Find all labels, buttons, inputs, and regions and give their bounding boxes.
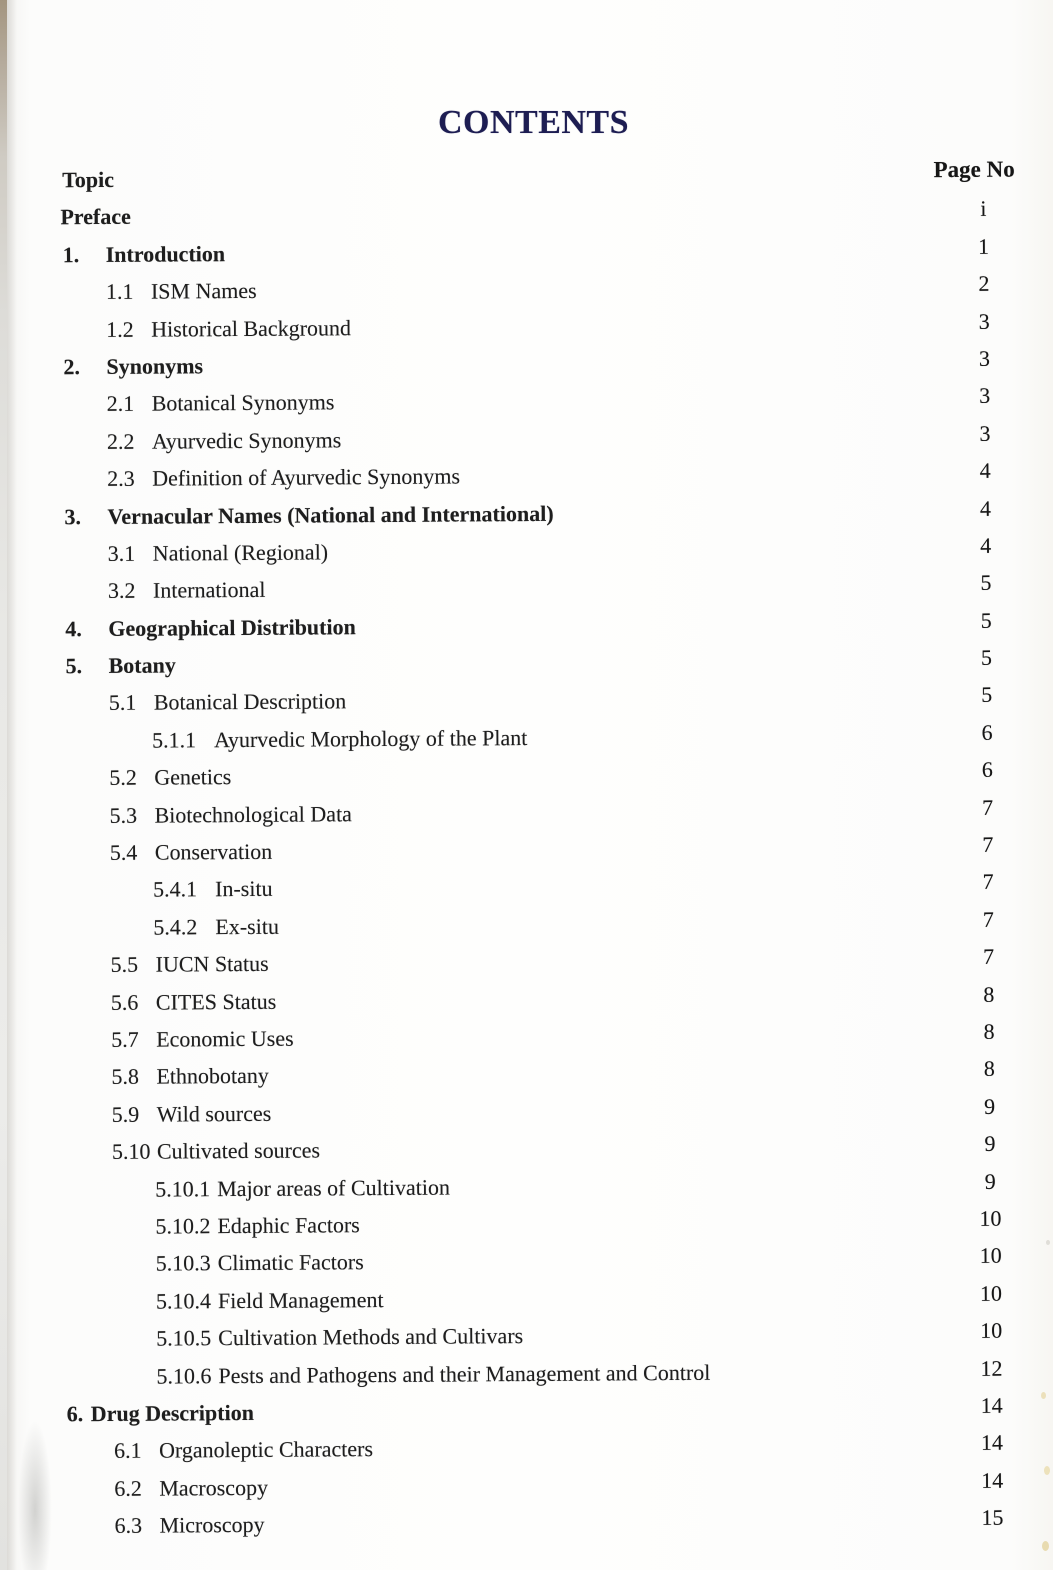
toc-item-number: 5.8	[111, 1064, 139, 1090]
toc-item-number: 5.4.2	[153, 914, 198, 940]
toc-item-label: ISM Names	[150, 278, 257, 304]
toc-item-number: 5.4	[109, 839, 138, 865]
toc-item-page: 14	[980, 1392, 1003, 1418]
toc-item-label: Ex-situ	[215, 913, 280, 939]
toc-item-page: 14	[980, 1429, 1004, 1456]
table-of-contents	[0, 154, 1053, 1545]
toc-item-page: 5	[981, 682, 993, 708]
toc-item-page: 4	[979, 457, 991, 483]
toc-item-number: 5.10.2	[155, 1213, 211, 1239]
toc-item-number: 3.	[64, 503, 82, 529]
toc-item-page: 5	[980, 570, 992, 596]
toc-item-label: Ethnobotany	[156, 1063, 269, 1089]
toc-item-label: Definition of Ayurvedic Synonyms	[152, 463, 461, 491]
toc-item-label: Preface	[60, 204, 131, 230]
toc-item-number: 5.6	[110, 989, 139, 1015]
page-no-column-header: Page No	[933, 156, 1015, 183]
toc-item-label: Ayurvedic Synonyms	[151, 427, 342, 454]
toc-item-page: 9	[984, 1130, 996, 1156]
toc-item-label: Vernacular Names (National and International)	[107, 500, 554, 529]
toc-item-number: 6.3	[114, 1512, 143, 1538]
toc-item-number: 3.1	[107, 540, 136, 566]
toc-item-page: 4	[979, 495, 992, 521]
toc-item-page: 1	[978, 233, 990, 259]
toc-item-page: 9	[984, 1168, 996, 1194]
toc-item-number: 5.4.1	[153, 876, 198, 903]
toc-item-number: 6.2	[114, 1475, 142, 1501]
toc-item-label: Historical Background	[151, 314, 352, 342]
toc-item-label: IUCN Status	[155, 951, 269, 977]
toc-item-label: Field Management	[217, 1286, 384, 1313]
toc-item-label: Ayurvedic Morphology of the Plant	[213, 724, 528, 753]
toc-item-number: 5.3	[109, 802, 138, 828]
toc-item-page: i	[980, 196, 987, 222]
toc-item-label: Botany	[108, 652, 176, 679]
toc-item-number: 5.7	[111, 1026, 139, 1052]
toc-item-page: 3	[978, 345, 990, 371]
toc-item-label: Geographical Distribution	[108, 613, 356, 641]
toc-item-label: Edaphic Factors	[217, 1212, 360, 1239]
toc-item-page: 6	[981, 757, 993, 783]
toc-item-page: 4	[980, 532, 992, 558]
toc-item-page: 10	[980, 1317, 1003, 1343]
toc-item-page: 6	[981, 719, 993, 745]
toc-item-label: Introduction	[105, 240, 226, 267]
toc-item-number: 3.2	[107, 578, 136, 604]
toc-item-page: 12	[980, 1355, 1003, 1381]
toc-item-number: 6.	[66, 1401, 84, 1427]
toc-item-number: 5.1.1	[151, 727, 197, 753]
toc-item-label: Biotechnological Data	[154, 800, 352, 828]
toc-item-number: 5.5	[110, 951, 139, 978]
toc-item-page: 8	[983, 1018, 995, 1044]
toc-item-label: Botanical Synonyms	[151, 389, 335, 416]
toc-item-number: 1.1	[105, 278, 134, 305]
scan-speck	[1042, 1541, 1049, 1551]
toc-item-number: 5.9	[111, 1101, 140, 1127]
toc-item-label: Botanical Description	[153, 688, 347, 716]
toc-item-label: Economic Uses	[156, 1025, 294, 1052]
toc-item-page: 7	[982, 943, 995, 970]
toc-item-page: 5	[980, 607, 992, 633]
toc-item-label: Pests and Pathogens and their Management and Control	[218, 1359, 711, 1388]
topic-column-header: Topic	[62, 166, 115, 193]
toc-item-number: 5.10.5	[156, 1325, 212, 1351]
toc-item-label: Climatic Factors	[217, 1249, 364, 1276]
toc-item-number: 1.	[62, 241, 80, 268]
toc-item-page: 14	[981, 1467, 1004, 1493]
toc-item-number: 5.10	[111, 1138, 151, 1165]
toc-item-label: National (Regional)	[152, 539, 329, 566]
toc-item-page: 8	[983, 1056, 995, 1082]
toc-item-label: Organoleptic Characters	[158, 1436, 374, 1463]
toc-item-number: 2.	[63, 354, 81, 380]
toc-item-page: 7	[982, 869, 994, 895]
toc-item-number: 1.2	[106, 316, 134, 342]
toc-item-label: Cultivation Methods and Cultivars	[218, 1323, 524, 1351]
toc-item-label: Cultivated sources	[156, 1137, 321, 1164]
toc-item-label: CITES Status	[155, 988, 277, 1015]
toc-item-label: Macroscopy	[159, 1474, 269, 1501]
toc-item-number: 2.3	[107, 465, 135, 492]
toc-item-number: 5.10.6	[156, 1362, 212, 1389]
toc-item-page: 5	[980, 644, 993, 670]
page-title: CONTENTS	[437, 104, 630, 141]
toc-item-page: 7	[982, 906, 994, 932]
toc-item-page: 8	[983, 981, 995, 1007]
toc-item-label: Major areas of Cultivation	[217, 1174, 451, 1201]
toc-item-number: 2.2	[106, 428, 135, 454]
toc-item-label: Microscopy	[159, 1511, 265, 1538]
toc-item-page: 9	[984, 1093, 996, 1119]
toc-rows	[0, 192, 1053, 1545]
toc-item-page: 7	[982, 831, 994, 857]
toc-item-number: 5.10.3	[155, 1250, 211, 1276]
toc-item-page: 10	[979, 1205, 1002, 1231]
toc-item-page: 2	[978, 270, 990, 297]
toc-item-number: 4.	[65, 615, 82, 641]
toc-item-page: 10	[979, 1243, 1002, 1269]
toc-item-page: 7	[981, 794, 994, 820]
toc-item-label: Wild sources	[156, 1100, 272, 1127]
toc-item-page: 15	[981, 1504, 1004, 1530]
toc-item-number: 5.1	[108, 690, 137, 716]
toc-item-label: Conservation	[154, 838, 273, 865]
toc-item-label: In-situ	[215, 876, 273, 902]
toc-item-page: 10	[979, 1280, 1003, 1306]
toc-item-page: 3	[979, 383, 991, 409]
toc-item-number: 2.1	[106, 391, 135, 417]
toc-item-label: Synonyms	[106, 353, 204, 379]
toc-item-number: 5.	[65, 653, 83, 679]
toc-item-number: 6.1	[113, 1437, 142, 1464]
toc-item-page: 3	[978, 308, 990, 334]
toc-item-page: 3	[979, 420, 991, 446]
toc-item-number: 5.2	[109, 764, 137, 791]
toc-item-number: 5.10.4	[155, 1287, 212, 1314]
toc-item-label: Genetics	[154, 764, 232, 790]
toc-row	[9, 1500, 1053, 1545]
toc-item-label: Drug Description	[90, 1399, 254, 1426]
toc-item-number: 5.10.1	[155, 1175, 211, 1202]
toc-item-label: International	[152, 577, 266, 603]
